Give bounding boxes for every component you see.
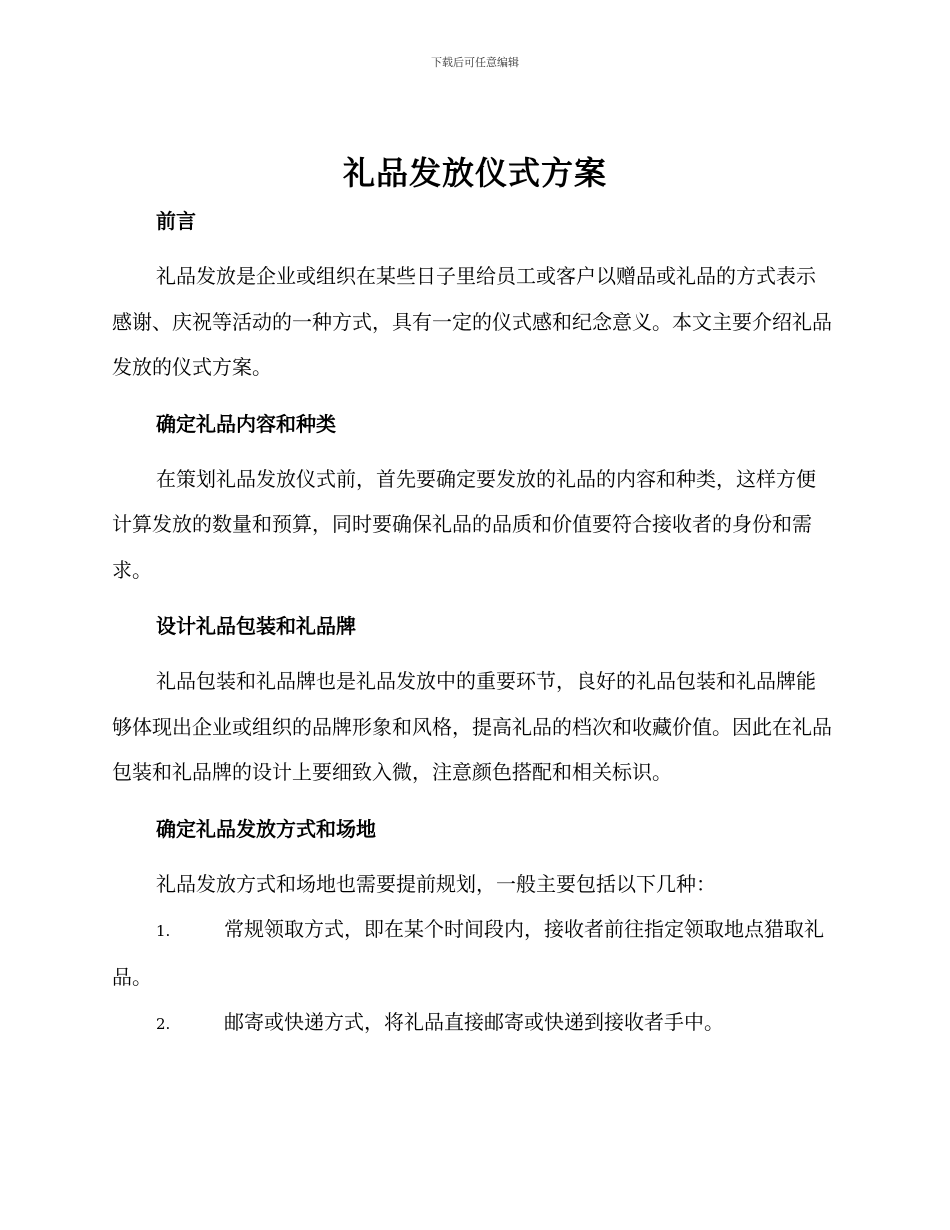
- section-heading-preface: 前言: [156, 209, 196, 233]
- list-item-text: 邮寄或快递方式，将礼品直接邮寄或快递到接收者手中。: [224, 1010, 724, 1034]
- list-item: [112, 1000, 832, 1048]
- page-header: 下载后可任意编辑: [431, 56, 519, 69]
- document-title: 礼品发放仪式方案: [342, 154, 607, 192]
- section-paragraph-packaging: 礼品包装和礼品牌也是礼品发放中的重要环节，良好的礼品包装和礼品牌能够体现出企业或组织的品牌形象和风格，提高礼品的档次和收藏价值。因此在礼品包装和礼品牌的设计上要细致入微，注意颜色搭配和相关标识。: [112, 669, 832, 784]
- list-item-number: 2.: [156, 1015, 171, 1033]
- section-paragraph-preface: 礼品发放是企业或组织在某些日子里给员工或客户以赠品或礼品的方式表示感谢、庆祝等活动的一种方式，具有一定的仪式感和纪念意义。本文主要介绍礼品发放的仪式方案。: [112, 264, 832, 379]
- section-heading-content: 确定礼品内容和种类: [156, 411, 336, 436]
- document-body: [112, 198, 832, 1048]
- section-paragraph-method: 礼品发放方式和场地也需要提前规划，一般主要包括以下几种：: [156, 871, 716, 896]
- section-heading-method: 确定礼品发放方式和场地: [156, 816, 376, 841]
- section-heading-packaging: 设计礼品包装和礼品牌: [156, 614, 356, 638]
- list-item-text: 常规领取方式，即在某个时间段内，接收者前往指定领取地点猎取礼品。: [112, 917, 824, 989]
- section-paragraph-content: 在策划礼品发放仪式前，首先要确定要发放的礼品的内容和种类，这样方便计算发放的数量和预算，同时要确保礼品的品质和价值要符合接收者的身份和需求。: [112, 466, 816, 582]
- list-item: [112, 907, 832, 1000]
- list-item-number: 1.: [156, 922, 171, 940]
